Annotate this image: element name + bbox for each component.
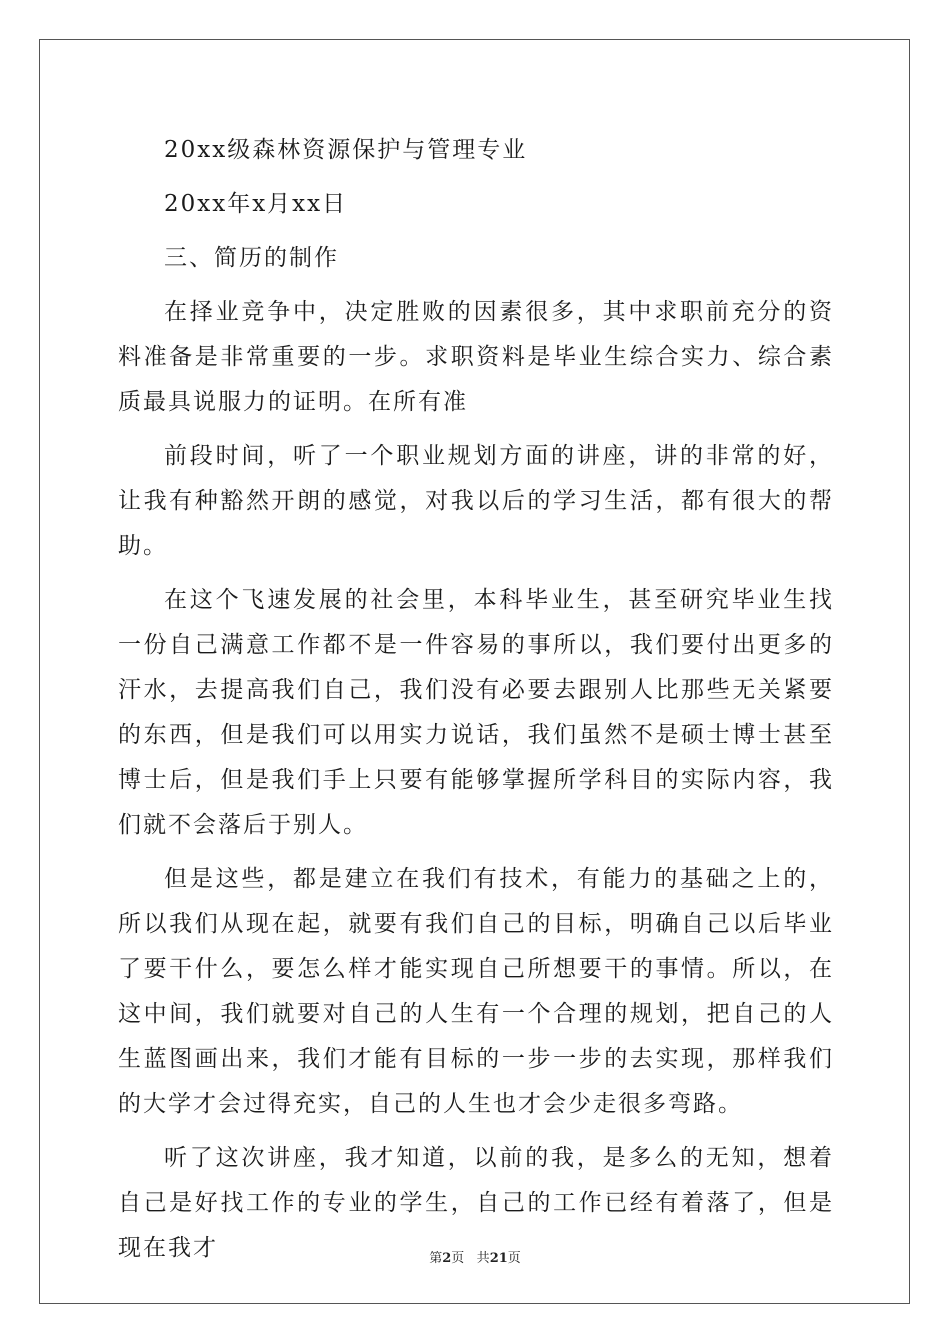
major-line: 20xx级森林资源保护与管理专业: [164, 137, 528, 163]
page-number: 2: [442, 1251, 452, 1266]
total-prefix: 共: [476, 1251, 490, 1266]
paragraph: 在这个飞速发展的社会里，本科毕业生，甚至研究毕业生找一份自己满意工作都不是一件容易的事所以，我们要付出更多的汗水，去提高我们自己，我们没有必要去跟别人比那些无关紧要的东西，但是我们可以用实力说话，我们虽然不是硕士博士甚至博士后，但是我们手上只要有能够掌握所学科目的实际内容，我们就不会落后于别人。: [118, 587, 834, 838]
paragraph: 但是这些，都是建立在我们有技术，有能力的基础之上的，所以我们从现在起，就要有我们自己的目标，明确自己以后毕业了要干什么，要怎么样才能实现自己所想要干的事情。所以，在这中间，我们就要对自己的人生有一个合理的规划，把自己的人生蓝图画出来，我们才能有目标的一步一步的去实现，那样我们的大学才会过得充实，自己的人生也才会少走很多弯路。: [118, 866, 834, 1117]
total-pages: 21: [489, 1251, 508, 1266]
page-footer: [0, 1247, 950, 1266]
document-body: [118, 128, 834, 1271]
page-suffix: 页: [451, 1251, 465, 1266]
paragraph: 听了这次讲座，我才知道，以前的我，是多么的无知，想着自己是好找工作的专业的学生，自己的工作已经有着落了，但是现在我才: [118, 1145, 834, 1261]
section-heading: 三、简历的制作: [164, 245, 339, 271]
total-suffix: 页: [507, 1251, 521, 1266]
paragraph: 前段时间，听了一个职业规划方面的讲座，讲的非常的好，让我有种豁然开朗的感觉，对我以后的学习生活，都有很大的帮助。: [118, 443, 834, 559]
paragraph: 在择业竞争中，决定胜败的因素很多，其中求职前充分的资料准备是非常重要的一步。求职资料是毕业生综合实力、综合素质最具说服力的证明。在所有准: [118, 299, 834, 415]
page-prefix: 第: [429, 1251, 443, 1266]
date-line: 20xx年x月xx日: [164, 191, 348, 217]
